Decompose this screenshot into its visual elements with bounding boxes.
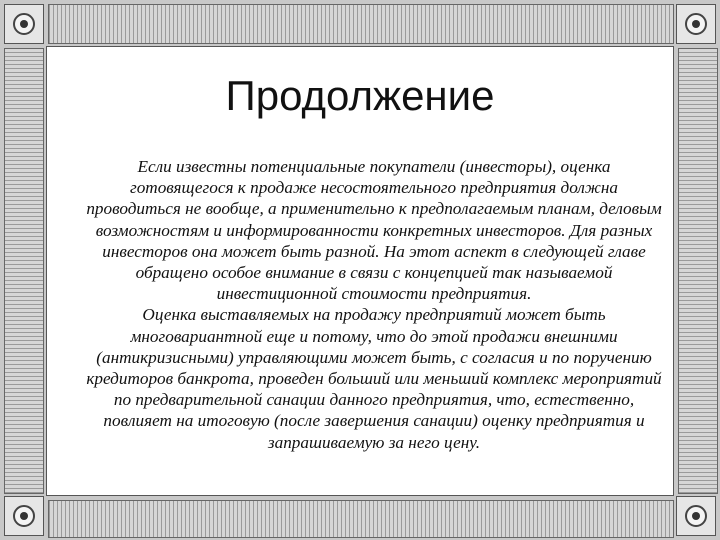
corner-ornament-icon bbox=[676, 496, 716, 536]
corner-ornament-icon bbox=[4, 4, 44, 44]
corner-ornament-icon bbox=[676, 4, 716, 44]
body-paragraph: Оценка выставляемых на продажу предприятий может быть многовариантной еще и потому, что до этой продажи внешними (антикризисными) управляющими может быть, с согласия и по поручению кредиторов банкрота, проведен больший или меньший комплекс мероприятий по предварительной санации данного предприятия, что, естественно, повлияет на итоговую (после завершения санации) оценку предприятия и запрашиваемую за него цену. bbox=[86, 305, 662, 452]
frame-top-border bbox=[48, 4, 674, 44]
slide-body bbox=[86, 156, 662, 453]
frame-bottom-border bbox=[48, 500, 674, 538]
body-paragraph: Если известны потенциальные покупатели (инвесторы), оценка готовящегося к продаже несостоятельного предприятия должна проводиться не вообще, а применительно к предполагаемым планам, деловым возможностям и информированности конкретных инвесторов. Для разных инвесторов она может быть разной. На этот аспект в следующей главе обращено особое внимание в связи с концепцией так называемой инвестиционной стоимости предприятия. bbox=[86, 157, 662, 304]
corner-ornament-icon bbox=[4, 496, 44, 536]
slide-title: Продолжение bbox=[225, 72, 495, 119]
